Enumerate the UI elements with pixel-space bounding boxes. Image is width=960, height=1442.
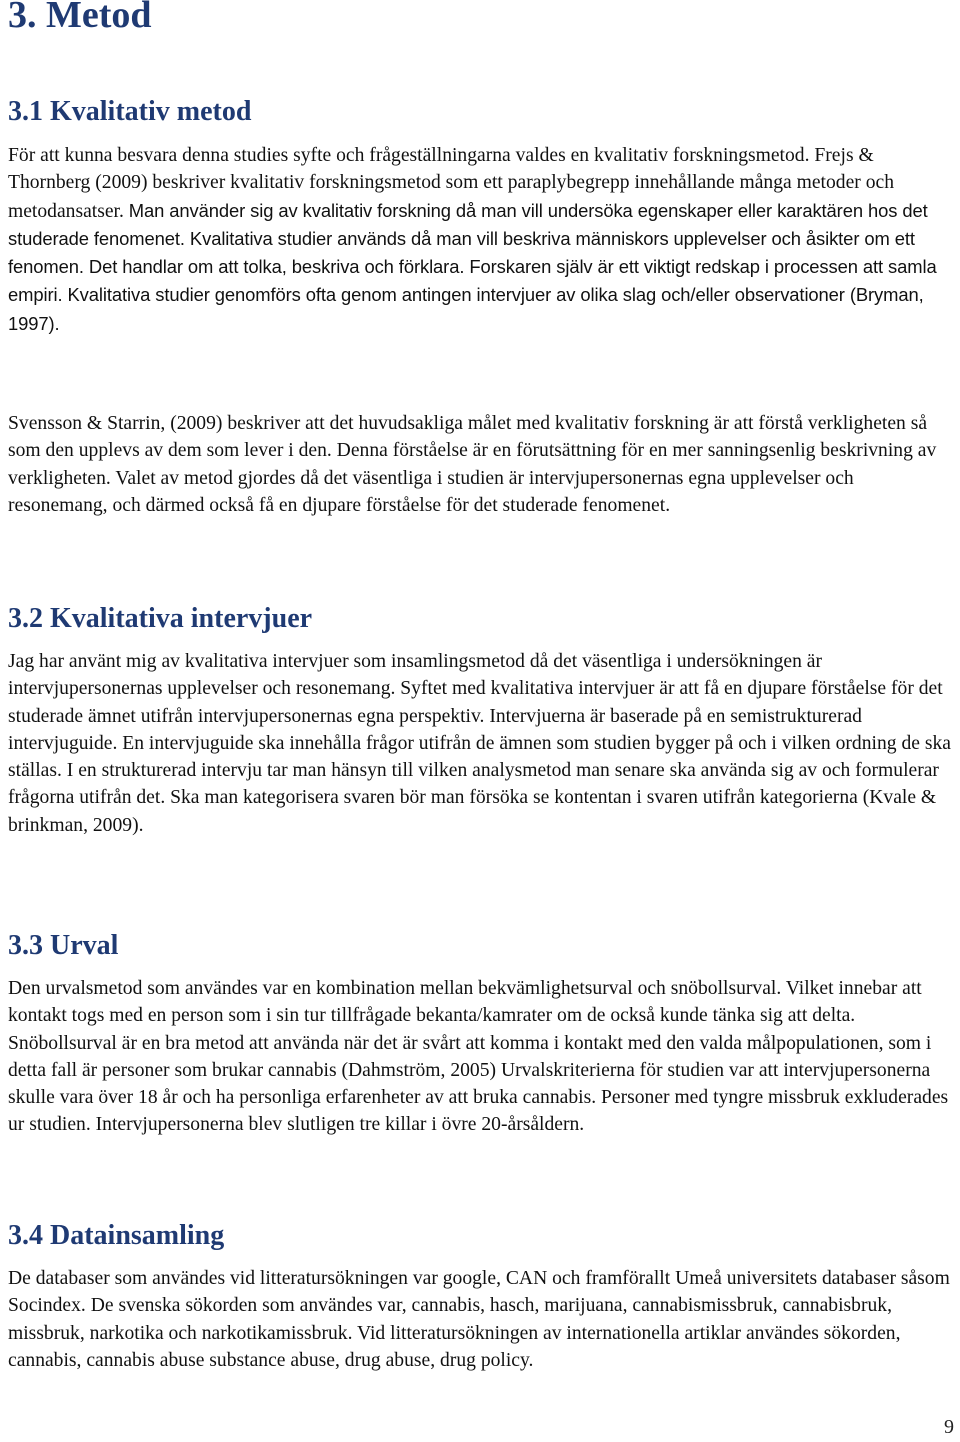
chapter-title: 3. Metod (8, 0, 152, 36)
section-heading-kvalitativ-metod: 3.1 Kvalitativ metod (8, 96, 252, 127)
paragraph-urval: Den urvalsmetod som användes var en kombination mellan bekvämlighetsurval och snöbollsurval. Vilket innebar att kontakt togs med en person som i sin tur tillfrågade bekanta/kamrater om de också kunde tänka sig att delta. Snöbollsurval är en bra metod att använda när det är svårt att komma i kontakt med den valda målpopulationen, som i detta fall är personer som brukar cannabis (Dahmström, 2005) Urvalskriterierna för studien var att intervjupersonerna skulle vara över 18 år och ha personliga erfarenheter av att bruka cannabis. Personer med tyngre missbruk exkluderades ur studien. Intervjupersonerna blev slutligen tre killar i övre 20-årsåldern. (8, 978, 949, 1136)
section-heading-kvalitativa-intervjuer: 3.2 Kvalitativa intervjuer (8, 603, 313, 634)
paragraph-datainsamling: De databaser som användes vid litteratursökningen var google, CAN och framförallt Umeå universitets databaser såsom Socindex. De svenska sökorden som användes var, cannabis, hasch, marijuana, cannabismissbruk, cannabisbruk, missbruk, narkotika och narkotikamissbruk. Vid litteratursökningen av internationella artiklar användes sökorden, cannabis, cannabis abuse substance abuse, drug abuse, drug policy. (8, 1268, 950, 1371)
paragraph-kvalitativa-intervjuer: Jag har använt mig av kvalitativa intervjuer som insamlingsmetod då det väsentliga i undersökningen är intervjupersonernas upplevelser och resonemang. Syftet med kvalitativa intervjuer är att få en djupare förståelse för det studerade ämnet utifrån intervjupersonernas egna perspektiv. Intervjuerna är baserade på en semistrukturerad intervjuguide. En intervjuguide ska innehålla frågor utifrån de ämnen som studien bygger på och i vilken ordning de ska ställas. I en strukturerad intervju tar man hänsyn till vilken analysmetod man senare ska använda sig av och formulerar frågorna utifrån det. Ska man kategorisera svaren bör man försöka se kontentan i svaren utifrån kategorierna (Kvale & brinkman, 2009). (8, 651, 951, 836)
section-heading-datainsamling: 3.4 Datainsamling (8, 1220, 225, 1251)
paragraph-sans-part: Man använder sig av kvalitativ forskning då man vill undersöka egenskaper eller karaktären hos det studerade fenomenet. Kvalitativa studier används då man vill beskriva människors upplevelser och åsikter om ett fenomen. Det handlar om att tolka, beskriva och förklara. Forskaren själv är ett viktigt redskap i processen att samla empiri. Kvalitativa studier genomförs ofta genom antingen intervjuer av olika slag och/eller observationer (Bryman, 1997). (8, 199, 937, 334)
section-heading-urval: 3.3 Urval (8, 930, 119, 961)
paragraph-kvalitativ-metod-1 (8, 142, 952, 338)
page-number: 9 (944, 1416, 954, 1438)
paragraph-serif-part: För att kunna besvara denna studies syfte och frågeställningarna valdes en kvalitativ forskningsmetod. Frejs & Thornberg (2009) beskriver kvalitativ forskningsmetod som ett paraplybegrepp innehållande många metoder och metodansatser. (8, 145, 894, 222)
paragraph-kvalitativ-metod-2: Svensson & Starrin, (2009) beskriver att det huvudsakliga målet med kvalitativ forskning är att förstå verkligheten så som den upplevs av dem som lever i den. Denna förståelse är en förutsättning för en mer sanningsenlig beskrivning av verkligheten. Valet av metod gjordes då det väsentliga i studien är intervjupersonernas egna upplevelser och resonemang, och därmed också få en djupare förståelse för det studerade fenomenet. (8, 413, 937, 516)
